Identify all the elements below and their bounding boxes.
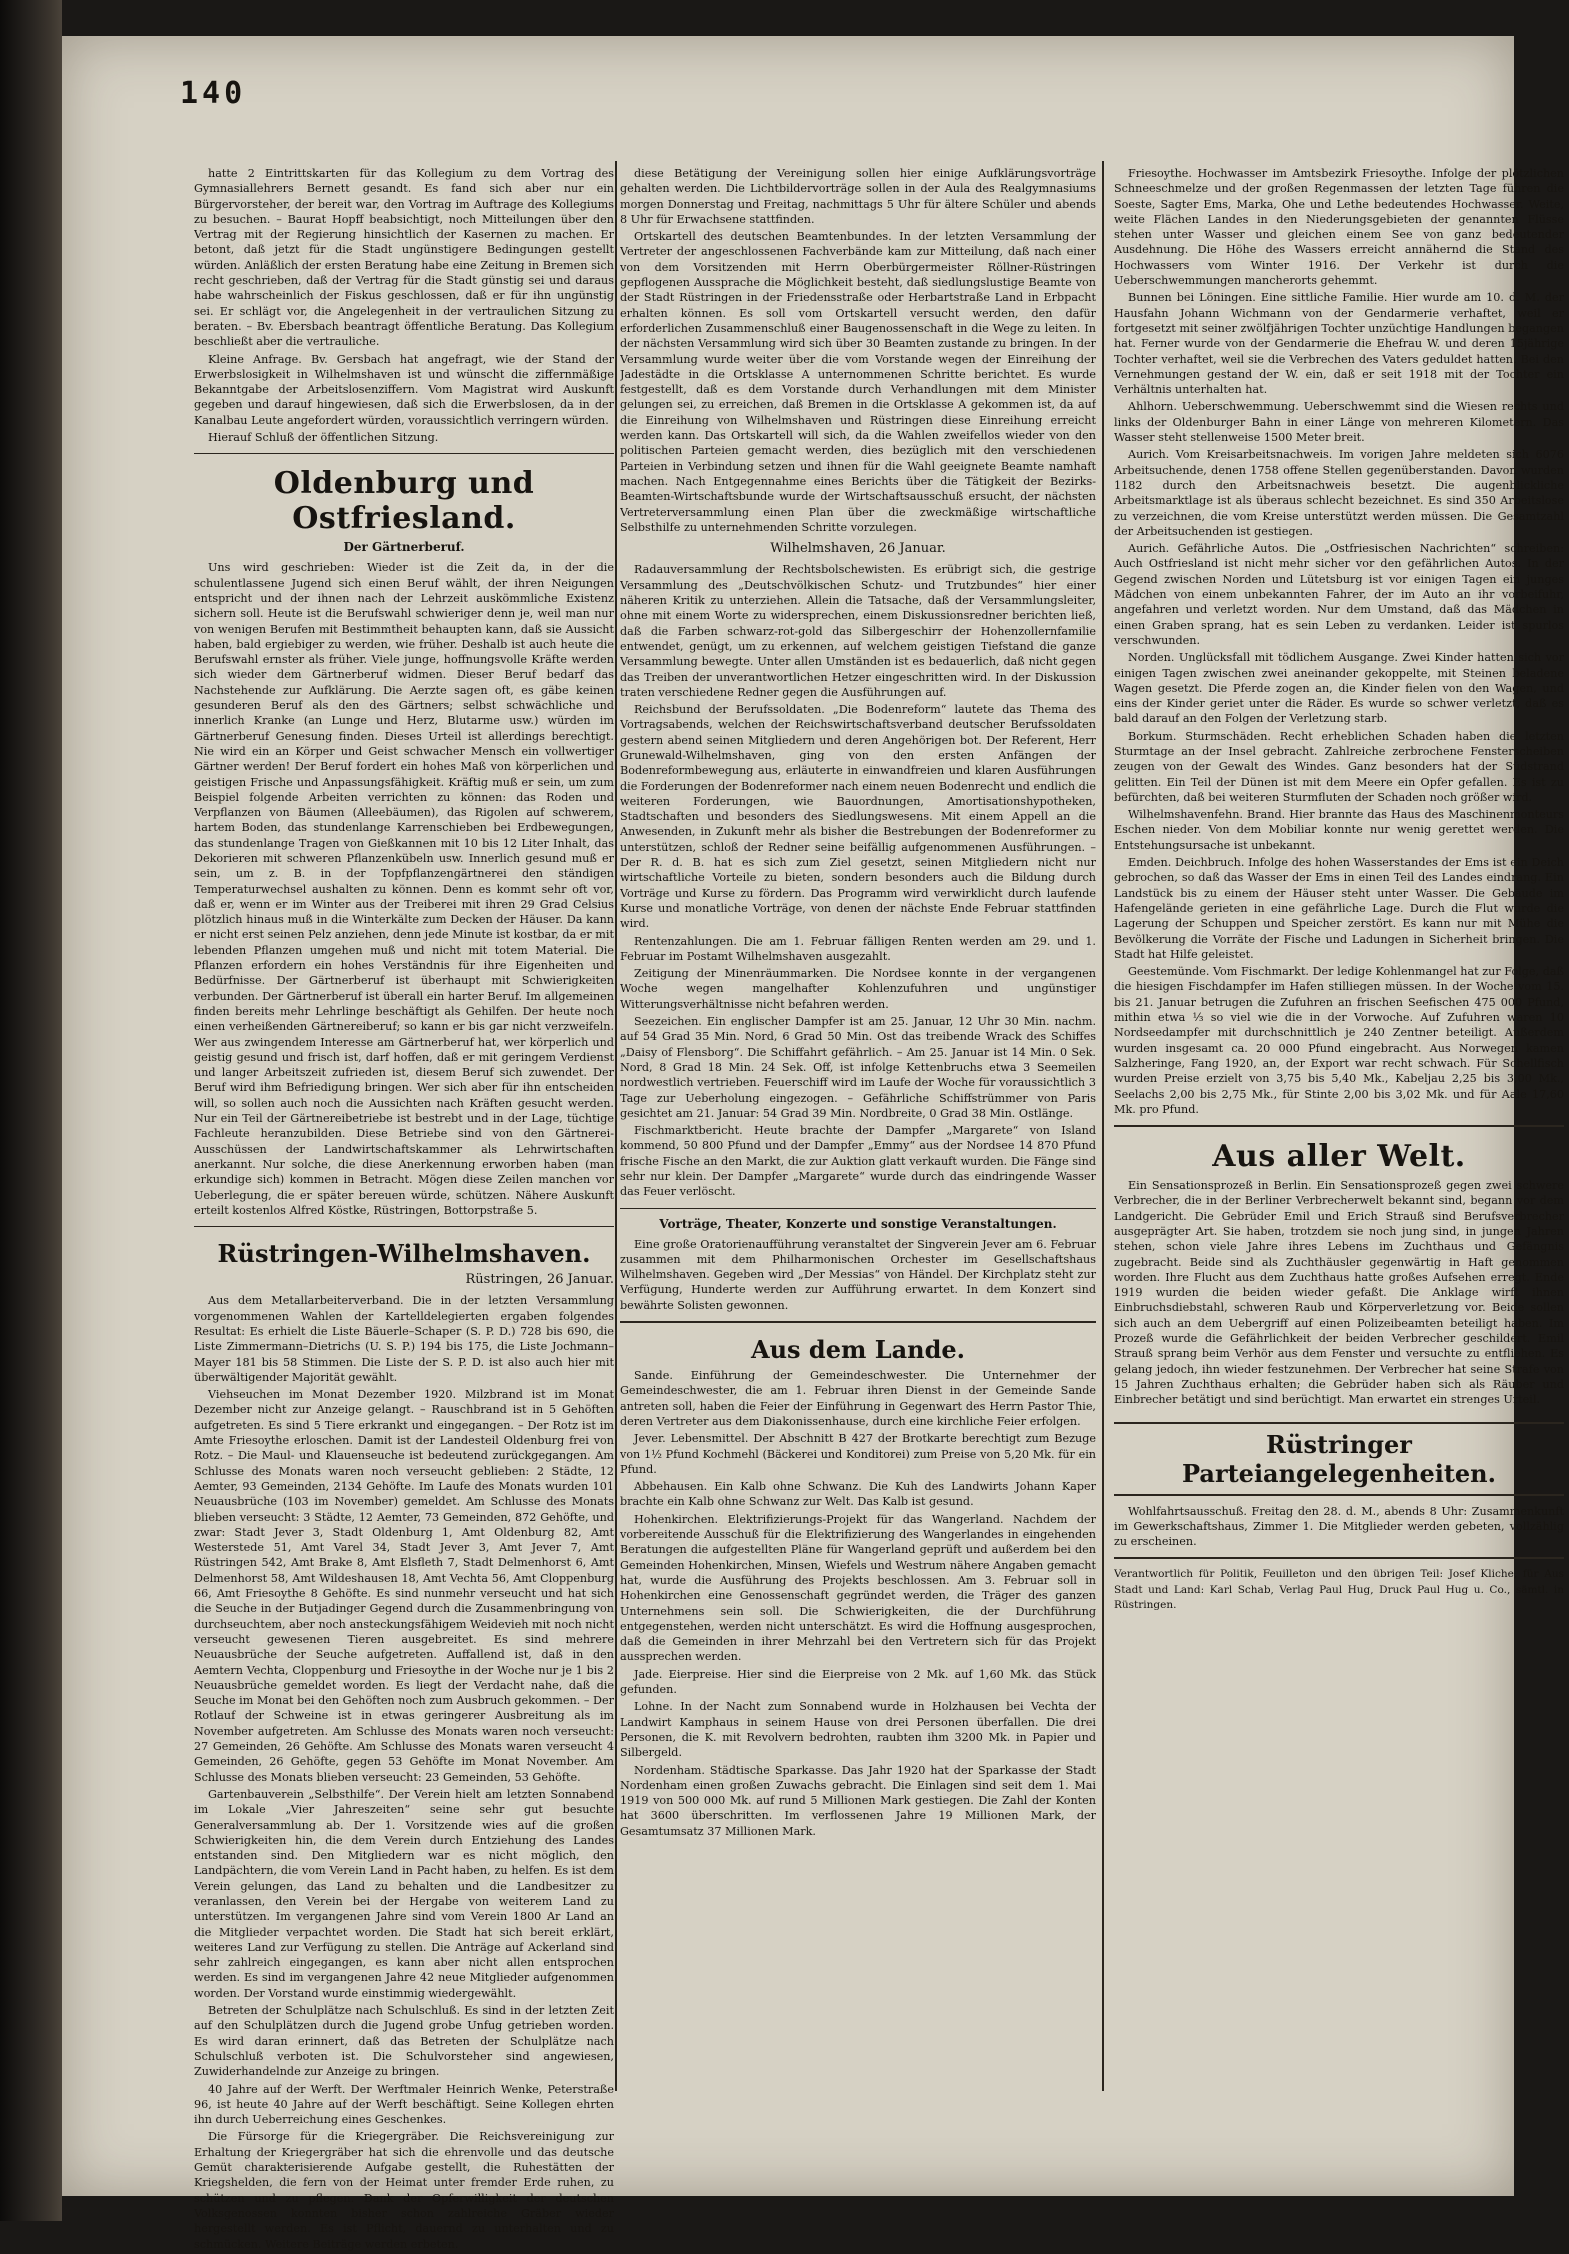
article-paragraph: Ortskartell des deutschen Beamtenbundes. In der letzten Versammlung der Vertreter der angeschlossenen Fachverbände kam zur Mitteilung, daß nach einer von dem Vorsitzenden mit Herrn Oberbürgermeister Röllner-Rüstringen gepflogenen Aussprache die Möglichkeit besteht, daß siedlungslustige Beamte von der Stadt Rüstringen in der Friedensstraße oder Herbartstraße Land in Erbpacht erhalten können. Es soll vom Ortskartell versucht werden, den dafür erforderlichen Zusammenschluß einer Baugenossenschaft in die Wege zu leiten. In der nächsten Versammlung wird sich über 30 Beamten zustande zu bringen. In der Versammlung wurde weiter über die vom Vorstande wegen der Einreihung der Jadestädte in die Ortsklasse A unternommenen Schritte berichtet. Es wurde festgestellt, daß es dem Vorstande durch Verhandlungen mit dem Minister gelungen sei, zu erreichen, daß Bremen in die Ortsklasse A gekommen ist, da auf die Einreihung von Wilhelmshaven und Rüstringen diese Einreihung erreicht werden kann. Das Ortskartell will sich, da die Wahlen zweifellos wieder von den politischen Parteien gemacht werden, dies bezüglich mit den verschiedenen Parteien in Verbindung setzen und ihnen für die Wahl geeignete Beamte namhaft machen. Nach Entgegennahme eines Berichts über die Tätigkeit der Bezirks-Beamten-Wirtschaftsbunde wurde der Wirtschaftsausschuß ersucht, der nächsten Vertreterversammlung einen Plan über die zweckmäßige wirtschaftliche Selbsthilfe zu unternehmenden Schritte vorzulegen. <box>620 230 1096 534</box>
article-paragraph: Radauversammlung der Rechtsbolschewisten. Es erübrigt sich, die gestrige Versammlung des „Deutschvölkischen Schutz- und Trutzbundes“ hier einer näheren Kritik zu unterziehen. Allein die Tatsache, daß der Versammlungsleiter, ohne mit einem Worte zu widersprechen, einem Diskussionsredner berichten ließ, daß die Farben schwarz-rot-gold das Silbergeschirr der Hohenzollernfamilie entwendet, genügt, um zu erkennen, auf welchem geistigen Tiefstand die ganze Versammlung bewegte. Unter allen Umständen ist es bedauerlich, daß nicht gegen das Treiben der unverantwortlichen Hetzer eingeschritten wird. In der Diskussion traten verschiedene Redner gegen die Ausführungen auf. <box>620 563 1096 699</box>
section-heading-oldenburg: Oldenburg und Ostfriesland. <box>273 466 535 537</box>
article-paragraph: Seezeichen. Ein englischer Dampfer ist am 25. Januar, 12 Uhr 30 Min. nachm. auf 54 Grad 35 Min. Nord, 6 Grad 50 Min. Ost das treibende Wrack des Schiffes „Daisy of Flensborg“. Die Schiffahrt gefährlich. – Am 25. Januar ist 14 Min. 0 Sek. Nord, 8 Grad 18 Min. 24 Sek. Off, ist infolge Kettenbruchs etwa 3 Seemeilen nordwestlich vertrieben. Feuerschiff wird im Laufe der Woche für voraussichtlich 3 Tage zur Ueberholung eingezogen. – Gefährliche Schiffstrümmer von Paris gesichtet am 21. Januar: 54 Grad 39 Min. Nordbreite, 0 Grad 38 Min. Ostlänge. <box>620 1015 1096 1120</box>
section-divider <box>1114 1557 1564 1559</box>
section-divider <box>194 1226 614 1227</box>
article-paragraph: Ein Sensationsprozeß in Berlin. Ein Sensationsprozeß gegen zwei schwere Verbrecher, die in der Berliner Verbrecherwelt bekannt sind, begann vor dem Landgericht. Die Gebrüder Emil und Erich Strauß sind Berufsverbrecher ausgeprägter Art. Sie haben, trotzdem sie noch jung sind, in jungen Jahren stehen, schon viele Jahre ihres Lebens im Zuchthaus und Gefängnis zugebracht. Beide sind als Zuchthäusler gegenwärtig in Haft genommen worden. Ihre Flucht aus dem Zuchthaus hatte großes Aufsehen erregt. Ende 1919 wurden die beiden wieder gefaßt. Die Anklage wirft ihnen Einbruchsdiebstahl, schweren Raub und Körperverletzung vor. Beide sollen sich auch an dem Uebergriff auf einen Polizeibeamten beteiligt haben. Im Prozeß wurde die Gefährlichkeit der beiden Verbrecher geschildert. Emil Strauß sprang beim Verhör aus dem Fenster und versuchte zu entfliehen. Es gelang jedoch, ihn wieder festzunehmen. Der Verbrecher hat seine Strafe von 15 Jahren Zuchthaus erhalten; die Gebrüder haben sich als Räuber und Einbrecher betätigt und sind berüchtigt. Man erwartet ein strenges Urteil. <box>1114 1179 1564 1407</box>
section-divider <box>1114 1125 1564 1127</box>
column-rule <box>615 161 617 2091</box>
article-paragraph: Ahlhorn. Ueberschwemmung. Ueberschwemmt sind die Wiesen rechts und links der Oldenburger Bahn in einer Länge von mehreren Kilometern. Das Wasser steht stellenweise 1500 Meter breit. <box>1114 400 1564 445</box>
article-paragraph: Jever. Lebensmittel. Der Abschnitt B 427 der Brotkarte berechtigt zum Bezuge von 1½ Pfund Kochmehl (Bäckerei und Konditorei) zum Preise von 5,20 Mk. für ein Pfund. <box>620 1432 1096 1476</box>
section-heading-partei: Rüstringer Parteiangelegenheiten. <box>1114 1422 1564 1496</box>
column-1 <box>194 166 614 2254</box>
article-paragraph: Jade. Eierpreise. Hier sind die Eierpreise von 2 Mk. auf 1,60 Mk. das Stück gefunden. <box>620 1667 1096 1697</box>
article-paragraph: Wohlfahrtsausschuß. Freitag den 28. d. M., abends 8 Uhr: Zusammenkunft im Gewerkschaftshaus, Zimmer 1. Die Mitglieder werden gebeten, vollzählig zu erscheinen. <box>1114 1504 1564 1549</box>
article-paragraph: Fischmarktbericht. Heute brachte der Dampfer „Margarete“ von Island kommend, 50 800 Pfund und der Dampfer „Emmy“ aus der Nordsee 14 870 Pfund frische Fische an den Markt, die zur Auktion glatt verkauft wurden. Die Fänge sind sehr nur klein. Der Dampfer „Margarete“ wurde durch das eindringende Wasser das Feuer verlöscht. <box>620 1124 1096 1199</box>
article-paragraph: Emden. Deichbruch. Infolge des hohen Wasserstandes der Ems ist ein Deich gebrochen, so daß das Wasser der Ems in einen Teil des Landes eindrang. Ein Landstück bis zu einem der Häuser steht unter Wasser. Die Gebäude im Hafengelände gerieten in eine gefährliche Lage. Durch die Flut wurde die Lagerung der Schuppen und Speicher zerstört. Es kann nur mit Mühe die Bevölkerung die Vorräte der Fische und Ladungen in Sicherheit bringen. Die Stadt hat Hilfe geleistet. <box>1114 856 1564 961</box>
article-paragraph: Zeitigung der Minenräummarken. Die Nordsee konnte in der vergangenen Woche wegen mangelhafter Kohlenzufuhren und ungünstiger Witterungsverhältnisse nicht befahren werden. <box>620 967 1096 1011</box>
article-paragraph: Bunnen bei Löningen. Eine sittliche Familie. Hier wurde am 10. d. M. der Hausfahn Johann Wichmann von der Gendarmerie verhaftet, weil er fortgesetzt mit seiner zwölfjährigen Tochter unzüchtige Handlungen begangen hat. Ferner wurde von der Gendarmerie die Ehefrau W. und deren 15jährige Tochter verhaftet, weil sie die Verbrechen des Vaters geduldet hatten. Bei den Vernehmungen gestand der W. ein, daß er seit 1918 mit der Tochter ein Verhältnis unterhalten hat. <box>1114 291 1564 397</box>
article-paragraph: diese Betätigung der Vereinigung sollen hier einige Aufklärungsvorträge gehalten werden. Die Lichtbildervorträge sollen in der Aula des Realgymnasiums morgen Donnerstag und Freitag, nachmittags 5 Uhr für ältere Schüler und abends 8 Uhr für Erwachsene stattfinden. <box>620 167 1096 226</box>
article-paragraph: Reichsbund der Berufssoldaten. „Die Bodenreform“ lautete das Thema des Vortragsabends, welchen der Reichswirtschaftsverband deutscher Berufssoldaten gestern abend seinen Mitgliedern und deren Angehörigen bot. Der Referent, Herr Grunewald-Wilhelmshaven, ging von den ersten Anfängen der Bodenreformbewegung aus, erläuterte in einwandfreien und klaren Ausführungen die Forderungen der Bodenreformer nach einem neuen Bodenrecht und endlich die weiteren Forderungen, wie Bauordnungen, Amortisationshypotheken, Stadtschaften und besonders des Siedlungswesens. Mit einem Appell an die Anwesenden, in Zukunft mehr als bisher die Bestrebungen der Bodenreformer zu unterstützen, schloß der Redner seine beifällig aufgenommenen Ausführungen. – Der R. d. B. hat es sich zum Ziel gesetzt, seinen Mitgliedern nicht nur wirtschaftliche Vorteile zu bieten, sondern besonders auch die Bildung durch Vorträge und Kurse zu fördern. Das Programm wird verwirklicht durch laufende Kurse und monatliche Vorträge, von denen der nächste Ende Februar stattfinden wird. <box>620 703 1096 931</box>
section-divider <box>620 1321 1096 1323</box>
events-heading: Vorträge, Theater, Konzerte und sonstige Veranstaltungen. <box>659 1216 1057 1231</box>
column-3 <box>1114 166 1564 1615</box>
article-paragraph: Aurich. Gefährliche Autos. Die „Ostfriesischen Nachrichten“ schreiben: Auch Ostfriesland ist nicht mehr sicher vor den gefährlichen Autos. In der Gegend zwischen Norden und Lütetsburg ist vor einigen Tagen ein junges Mädchen von einem unbekannten Fahrer, der im Auto an ihr vorbeifuhr, angefahren und verletzt worden. Nur dem Umstand, daß das Mädchen in einen Graben sprang, hat es sein Leben zu verdanken. Leider ist spurlos verschwunden. <box>1114 542 1564 647</box>
article-paragraph: Uns wird geschrieben: Wieder ist die Zeit da, in der die schulentlassene Jugend sich einen Beruf wählt, der ihren Neigungen entspricht und der ihnen nach der Lehrzeit auskömmliche Existenz sichern soll. Heute ist die Berufswahl schwieriger denn je, weil man nur von wenigen Berufen mit Bestimmtheit behaupten kann, daß sie Aussicht haben, bald ergiebiger zu werden, wie früher. Deshalb ist auch heute die Berufswahl ernster als früher. Viele junge, hoffnungsvolle Kräfte werden sich wieder dem Gärtnerberuf widmen. Dieser Beruf bedarf das Nachstehende zur Aufklärung. Die Aerzte sagen oft, es gäbe keinen gesunderen Beruf als den des Gärtners; selbst schwächliche und innerlich Kranke (an Lunge und Herz, Blutarme usw.) würden im Gärtnerberuf Genesung finden. Dieses Urteil ist allerdings berechtigt. Nie wird ein an Körper und Geist schwacher Mensch ein vollwertiger Gärtner werden! Der Beruf fordert ein hohes Maß von körperlichen und geistigen Frische und Anpassungsfähigkeit. Kräftig muß er sein, um zum Beispiel folgende Arbeiten verrichten zu können: das Roden und Verpflanzen von Bäumen (Alleebäumen), das Rigolen auf schwerem, hartem Boden, das stundenlange Karrenschieben bei Erdbewegungen, das stundenlange Tragen von Gießkannen mit 10 bis 12 Liter Inhalt, das Dekorieren mit schweren Pflanzenkübeln usw. Innerlich gesund muß er sein, um z. B. in der Topfpflanzengärtnerei den ständigen Temperaturwechsel aushalten zu können. Denn es kommt sehr oft vor, daß er, wenn er im Winter aus der Treiberei mit ihren 29 Grad Celsius plötzlich hinaus muß in die Winterkälte zum Decken der Häuser. Da kann er nicht erst seinen Pelz anziehen, denn jede Minute ist kostbar, da er mit lebenden Pflanzen umgehen muß und nicht mit totem Material. Die Pflanzen erfordern ein hohes Verständnis für ihre Eigenheiten und Bedürfnisse. Der Gärtnerberuf ist überhaupt mit Schwierigkeiten verbunden. Der Gärtnerberuf ist überall ein harter Beruf. Im allgemeinen finden bereits mehr Lehrlinge beschäftigt als Gehilfen. Der heute noch einen verheißenden Gärtnereiberuf; so kann er bis gar nicht verzweifeln. Wer aus zwingendem Interesse am Gärtnerberuf hat, wer körperlich und geistig gesund und frisch ist, darf hoffen, daß er mit geringem Verdienst und langer Arbeitszeit zufrieden ist, diesem Beruf sich zuwendet. Der Beruf wird ihm Befriedigung bringen. Wer sich aber für ihn entscheiden will, so sollen auch noch die Aussichten nach Kräften gesucht werden. Nur ein Teil der Gärtnereibetriebe ist bestrebt und in der Lage, tüchtige Fachleute heranzubilden. Diese Betriebe sind von den Gärtnerei-Ausschüssen der Landwirtschaftskammer als Lehrwirtschaften anerkannt. Nur solche, die diese Anerkennung erworben haben (man erkundige sich) kommen in Betracht. Mögen diese Zeilen manchen vor Ueberlegung, die er später bereuen würde, schützen. Nähere Auskunft erteilt kostenlos Alfred Köstke, Rüstringen, Bottorpstraße 5. <box>194 561 614 1217</box>
article-paragraph: Eine große Oratorienaufführung veranstaltet der Singverein Jever am 6. Februar zusammen mit dem Philharmonischen Orchester im Gesellschaftshaus Wilhelmshaven. Gegeben wird „Der Messias“ von Händel. Der Kirchplatz steht zur Verfügung, Hunderte werden zur Aufführung erwartet. In dem Konzert sind bewährte Solisten gewonnen. <box>620 1237 1096 1312</box>
section-heading-ruestringen: Rüstringen-Wilhelmshaven. <box>217 1239 591 1269</box>
column-2 <box>620 166 1096 1841</box>
page-number: 140 <box>180 76 247 111</box>
article-paragraph: Gartenbauverein „Selbsthilfe“. Der Verein hielt am letzten Sonnabend im Lokale „Vier Jahreszeiten“ seine sehr gut besuchte Generalversammlung ab. Der 1. Vorsitzende wies auf die großen Schwierigkeiten hin, die dem Verein durch Entziehung des Landes entstanden sind. Den Mitgliedern war es nicht möglich, den Landpächtern, die vom Verein Land in Pacht haben, zu helfen. Es ist dem Verein gelungen, das Land zu behalten und die Landbesitzer zu veranlassen, den Verein bei der Hergabe von weiterem Land zu unterstützen. Im vergangenen Jahre sind vom Verein 1800 Ar Land an die Mitglieder verpachtet worden. Die Stadt hat sich bereit erklärt, weiteres Land zur Verfügung zu stellen. Die Anträge auf Ackerland sind sehr zahlreich eingegangen, es kann aber nicht allen entsprochen werden. Es sind im vergangenen Jahre 42 neue Mitglieder aufgenommen worden. Der Vorstand wurde einstimmig wiedergewählt. <box>194 1787 614 2000</box>
article-paragraph: Wilhelmshavenfehn. Brand. Hier brannte das Haus des Maschinenmonteurs Eschen nieder. Von dem Mobiliar konnte nur wenig gerettet werden. Die Entstehungsursache ist unbekannt. <box>1114 808 1564 852</box>
article-paragraph: Viehseuchen im Monat Dezember 1920. Milzbrand ist im Monat Dezember nicht zur Anzeige gelangt. – Rauschbrand ist in 5 Gehöften aufgetreten. Es sind 5 Tiere erkrankt und eingegangen. – Der Rotz ist im Amte Friesoythe erloschen. Damit ist der Landesteil Oldenburg frei von Rotz. – Die Maul- und Klauenseuche ist bedeutend zurückgegangen. Am Schlusse des Monats waren noch verseucht geblieben: 2 Städte, 12 Aemter, 93 Gemeinden, 2134 Gehöfte. Im Laufe des Monats wurden 101 Neuausbrüche (103 im November) gemeldet. Am Schlusse des Monats blieben verseucht: 3 Städte, 12 Aemter, 73 Gemeinden, 872 Gehöfte, und zwar: Stadt Jever 3, Stadt Oldenburg 1, Amt Oldenburg 82, Amt Westerstede 51, Amt Varel 34, Stadt Jever 3, Amt Jever 7, Amt Rüstringen 542, Amt Brake 8, Amt Elsfleth 7, Stadt Delmenhorst 6, Amt Delmenhorst 58, Amt Wildeshausen 18, Amt Vechta 56, Amt Cloppenburg 66, Amt Friesoythe 8 Gehöfte. Es sind nunmehr verseucht und hat sich die Seuche in der Butjadinger Gegend durch die Zusammenbringung von durchseuchtem, aber noch ansteckungsfähigem Weidevieh mit noch nicht verseucht gewesenen Tieren ausgebreitet. Es sind mehrere Neuausbrüche der Seuche aufgetreten. Auffallend ist, daß in den Aemtern Vechta, Cloppenburg und Friesoythe in der Woche nur je 1 bis 2 Neuausbrüche gemeldet worden. Es liegt der Verdacht nahe, daß die Seuche im Monat bei den Gehöften noch zum Ausbruch gekommen. – Der Rotlauf der Schweine ist in etwas geringerer Ausbreitung als im November aufgetreten. Am Schlusse des Monats waren noch verseucht: 27 Gemeinden, 26 Gehöfte. Am Schlusse des Monats waren verseucht 4 Gemeinden, 26 Gehöfte, gegen 53 Gehöfte im Monat November. Am Schlusse des Monats blieben verseucht: 23 Gemeinden, 53 Gehöfte. <box>194 1388 614 1784</box>
dateline: Wilhelmshaven, 26 Januar. <box>770 541 946 557</box>
article-paragraph: Rentenzahlungen. Die am 1. Februar fälligen Renten werden am 29. und 1. Februar im Postamt Wilhelmshaven ausgezahlt. <box>620 934 1096 963</box>
article-paragraph: Norden. Unglücksfall mit tödlichem Ausgange. Zwei Kinder hatten sich vor einigen Tagen zwischen zwei aneinander gekoppelte, mit Steinen beladene Wagen gesetzt. Die Pferde zogen an, die Kinder fielen von den Wagen, und eins der Kinder geriet unter die Räder. Es wurde so schwer verletzt, daß es bald darauf an den Folgen der Verletzung starb. <box>1114 651 1564 726</box>
imprint: Verantwortlich für Politik, Feuilleton und den übrigen Teil: Josef Kliche, für Aus Stadt und Land: Karl Schab, Verlag Paul Hug, Druck Paul Hug u. Co., sämtl. in Rüstringen. <box>1114 1568 1564 1612</box>
newspaper-page <box>62 36 1564 2251</box>
article-paragraph: Betreten der Schulplätze nach Schulschluß. Es sind in der letzten Zeit auf den Schulplätzen durch die Jugend grobe Unfug getrieben worden. Es wird daran erinnert, daß das Betreten der Schulplätze nach Schulschluß verboten ist. Die Schulvorsteher sind angewiesen, Zuwiderhandelnde zur Anzeige zu bringen. <box>194 2004 614 2079</box>
article-paragraph: Hierauf Schluß der öffentlichen Sitzung. <box>208 431 439 445</box>
article-paragraph: Nordenham. Städtische Sparkasse. Das Jahr 1920 hat der Sparkasse der Stadt Nordenham einen großen Zuwachs gebracht. Die Einlagen sind seit dem 1. Mai 1919 von 500 000 Mk. auf rund 5 Millionen Mark gestiegen. Die Zahl der Konten hat 3600 überschritten. Im verflossenen Jahre 19 Millionen Mark, der Gesamtumsatz 37 Millionen Mark. <box>620 1763 1096 1838</box>
article-paragraph: Borkum. Sturmschäden. Recht erheblichen Schaden haben die letzten Sturmtage an der Insel gebracht. Zahlreiche zerbrochene Fensterscheiben zeugen von der Gewalt des Windes. Ganz besonders hat der Südstrand gelitten. Ein Teil der Dünen ist mit dem Meere ein Opfer gefallen. Es ist zu befürchten, daß bei weiteren Sturmfluten der Schaden noch größer wird. <box>1114 729 1564 804</box>
article-paragraph: 40 Jahre auf der Werft. Der Werftmaler Heinrich Wenke, Peterstraße 96, ist heute 40 Jahre auf der Werft beschäftigt. Seine Kollegen ehrten ihn durch Ueberreichung eines Geschenkes. <box>194 2082 614 2127</box>
section-divider <box>620 1208 1096 1209</box>
article-title: Der Gärtnerberuf. <box>343 540 465 555</box>
section-heading-welt: Aus aller Welt. <box>1212 1139 1466 1175</box>
article-paragraph: hatte 2 Eintrittskarten für das Kollegium zu dem Vortrag des Gymnasiallehrers Bernett gesandt. Es fand sich aber nur ein Bürgervorsteher, der bereit war, den Vortrag im Auftrage des Kollegiums zu besuchen. – Baurat Hopff beabsichtigt, noch Mitteilungen über den Vertrag mit der Regierung hinsichtlich der Kasernen zu machen. Er betont, daß jetzt für die Stadt ungünstigere Bedingungen gestellt würden. Anläßlich der ersten Beratung habe eine Zeitung in Bremen sich recht geschrieben, daß der Vertrag für die Stadt günstig sei und daraus habe wahrscheinlich der Fiskus geschlossen, daß er für ihn ungünstig sei. Er schlägt vor, die Angelegenheit in der vertraulichen Sitzung zu beraten. – Bv. Ebersbach beantragt öffentliche Beratung. Das Kollegium beschließt aber die vertrauliche. <box>194 167 614 349</box>
article-paragraph: Geestemünde. Vom Fischmarkt. Der ledige Kohlenmangel hat zur Folge, daß die hiesigen Fischdampfer im Hafen stilliegen müssen. In der Woche vom 15. bis 21. Januar betrugen die Zufuhren an frischen Seefischen 475 000 Pfund, mithin etwa ⅓ so viel wie die in der Vorwoche. Auf Zufuhren waren 10 Nordseedampfer mit durchschnittlich je 240 Zentner beteiligt. Außerdem wurden insgesamt ca. 20 000 Pfund eingebracht. Aus Norwegen kamen Salzheringe, Fang 1920, an, der Export war recht schwach. Für Schellfisch wurden Preise erzielt von 3,75 bis 5,40 Mk., Kabeljau 2,25 bis 3,00 Mk., Seelachs 2,00 bis 2,75 Mk., für Stinte 2,00 bis 3,02 Mk. und für Aale 17,60 Mk. pro Pfund. <box>1114 965 1564 1116</box>
article-paragraph: Kleine Anfrage. Bv. Gersbach hat angefragt, wie der Stand der Erwerbslosigkeit in Wilhelmshaven ist und wünscht die ziffernmäßige Bekanntgabe der Arbeitslosenziffern. Vom Magistrat wird Auskunft gegeben und darauf hingewiesen, daß sich die Erwerbslosen, da in der Kanalbau Leute angefordert würden, voraussichtlich verringern würden. <box>194 352 614 427</box>
article-paragraph: Aurich. Vom Kreisarbeitsnachweis. Im vorigen Jahre meldeten sich 6076 Arbeitsuchende, denen 1758 offene Stellen gegenüberstanden. Davon wurden 1182 durch den Arbeitsnachweis besetzt. Die augenblickliche Arbeitsmarktlage ist als überaus schlecht bezeichnet. Es sind 350 Arbeitslose zu verzeichnen, die vom Kreise unterstützt werden müssen. Die Gesamtzahl der Arbeitsuchenden ist gestiegen. <box>1114 448 1564 538</box>
column-rule <box>1102 161 1104 2091</box>
article-paragraph: Die Fürsorge für die Kriegergräber. Die Reichsvereinigung zur Erhaltung der Kriegergräber hat sich die ehrenvolle und das deutsche Gemüt charakterisierende Aufgabe gestellt, die Ruhestätten der Kriegshelden, die fern von der Heimat unter fremder Erde ruhen, zu schützen und zu pflegen. Dank der Opferwilligkeit der deutschen Volksgenossen konnten bisher schon zahlreiche Gräber wieder hergestellt werden. Es ist Pflicht, dauernd zu unterhalten und zu schmücken. Weitere Beiträge werden erbeten. <box>194 2130 614 2251</box>
dateline: Rüstringen, 26 Januar. <box>465 1272 614 1288</box>
article-paragraph: Aus dem Metallarbeiterverband. Die in der letzten Versammlung vorgenommenen Wahlen der Kartelldelegierten ergaben folgendes Resultat: Es erhielt die Liste Bäuerle–Schaper (S. P. D.) 728 bis 690, die Liste Zimmermann–Dietrichs (U. S. P.) 194 bis 175, die Liste Jochmann–Mayer 181 bis 58 Stimmen. Die Liste der S. P. D. ist also auch hier mit überwältigender Majorität gewählt. <box>194 1294 614 1384</box>
article-paragraph: Lohne. In der Nacht zum Sonnabend wurde in Holzhausen bei Vechta der Landwirt Kamphaus in seinem Hause von drei Personen überfallen. Die drei Personen, die K. mit Revolvern bedrohten, raubten ihm 3200 Mk. in Papier und Silbergeld. <box>620 1700 1096 1760</box>
book-spine <box>0 0 62 2221</box>
section-heading-lande: Aus dem Lande. <box>750 1335 966 1365</box>
section-divider <box>194 453 614 454</box>
article-paragraph: Abbehausen. Ein Kalb ohne Schwanz. Die Kuh des Landwirts Johann Kaper brachte ein Kalb ohne Schwanz zur Welt. Das Kalb ist gesund. <box>620 1480 1096 1509</box>
article-paragraph: Friesoythe. Hochwasser im Amtsbezirk Friesoythe. Infolge der plötzlichen Schneeschmelze und der großen Regenmassen der letzten Tage führen die Soeste, Sagter Ems, Marka, Ohe und Lethe bedeutendes Hochwasser. Weite, weite Flächen Landes in den Niederungsgebieten der genannten Flüsse stehen unter Wasser und gleichen einem See von ganz bedeutender Ausdehnung. Die Höhe des Wassers erreicht annähernd die Stand des Hochwassers vom Winter 1916. Der Verkehr ist durch die Ueberschwemmungen mancherorts gehemmt. <box>1114 167 1564 288</box>
article-paragraph: Sande. Einführung der Gemeindeschwester. Die Unternehmer der Gemeindeschwester, die am 1. Februar ihren Dienst in der Gemeinde Sande antreten soll, haben die Feier der Einführung in Gegenwart des Herrn Pastor Thie, deren Vertreter aus dem Diakonissenhause, durch eine kirchliche Feier erfolgen. <box>620 1369 1096 1428</box>
article-paragraph: Hohenkirchen. Elektrifizierungs-Projekt für das Wangerland. Nachdem der vorbereitende Ausschuß für die Elektrifizierung des Wangerlandes in eingehenden Beratungen die aufgestellten Pläne für Wangerland geprüft und außerdem bei den Gemeinden Hohenkirchen, Minsen, Wiefels und Westrum nähere Angaben gemacht hat, wurde die Ausführung des Projekts beschlossen. Am 3. Februar soll in Hohenkirchen eine Genossenschaft gegründet werden, die Träger des ganzen Unternehmens sein soll. Die Schwierigkeiten, die der Durchführung entgegenstehen, werden nicht unterschätzt. Es wird die Hoffnung ausgesprochen, daß die Gemeinden in ihrer Mehrzahl bei den Vertretern sich für das Projekt aussprechen werden. <box>620 1512 1096 1664</box>
